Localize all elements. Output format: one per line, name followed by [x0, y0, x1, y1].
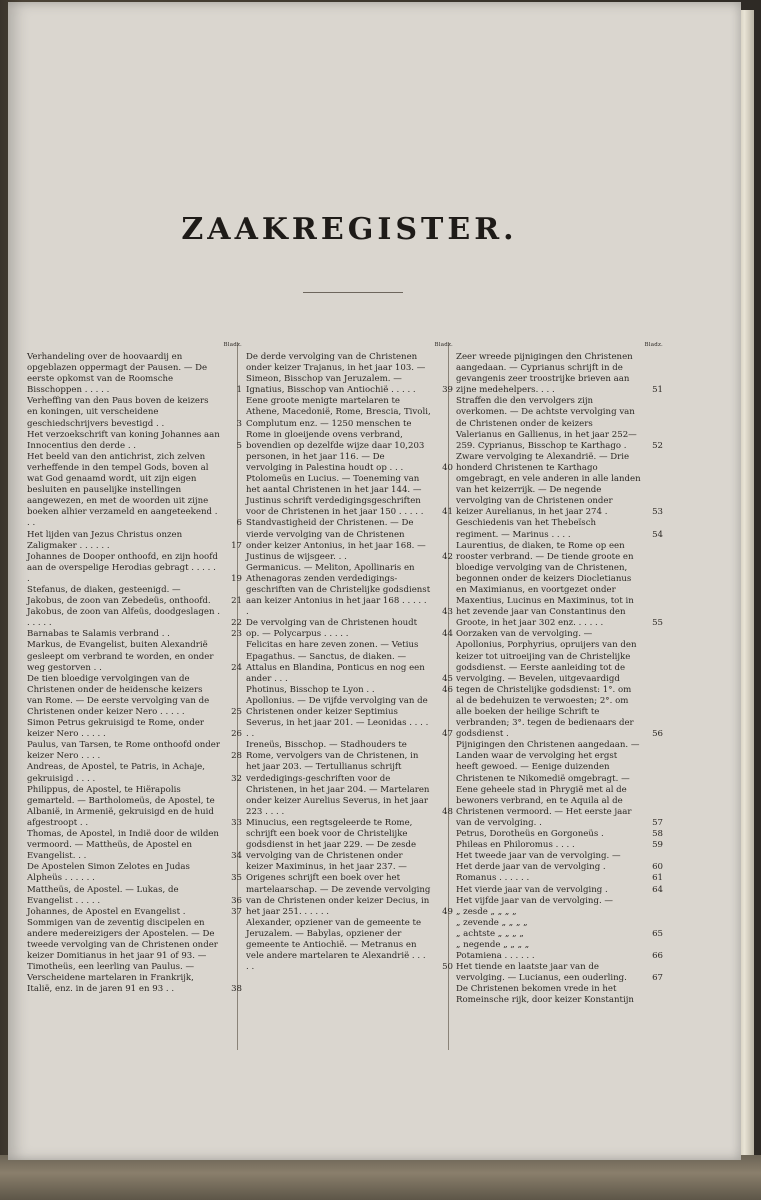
entry-text: Apollonius. — De vijfde vervolging van de Christenen onder keizer Septimius Severus, in het jaar 201. — Leonidas . . . . . . — [246, 695, 429, 740]
entry-page-number: 34 — [231, 851, 242, 862]
index-entry — [27, 918, 242, 996]
index-entry — [456, 940, 663, 951]
entry-text: Barnabas te Salamis verbrand . . — [27, 629, 170, 640]
entry-page-number: 22 — [231, 618, 242, 629]
entry-text: Potamiena . . . . . . — [456, 951, 535, 962]
index-entry — [456, 862, 663, 873]
entry-text: Zware vervolging te Alexandrië. — Drie honderd Christenen te Karthago omgebragt, en vele anderen in alle landen van het keizerrijk. — De negende vervolging van de Christenen onder keizer Aurelianus, in het jaar 274 . — [456, 451, 641, 518]
index-entry — [246, 396, 453, 474]
entry-text: „ zevende „ „ „ „ — [456, 917, 528, 928]
entry-text: Standvastigheid der Christenen. — De vierde vervolging van de Christenen onder keizer Antonius, in het jaar 168. — Justinus de wijsgeer. . . — [246, 518, 426, 562]
entry-page-number: 26 — [231, 729, 242, 740]
entry-text: Het lijden van Jezus Christus onzen Zaligmaker . . . . . . — [27, 529, 183, 551]
index-entry — [27, 585, 242, 607]
entry-text: Photinus, Bisschop te Lyon . . — [246, 684, 375, 695]
index-entry — [246, 685, 453, 696]
entry-page-number: 23 — [231, 629, 242, 640]
entry-text: „ negende „ „ „ „ — [456, 939, 530, 950]
entry-page-number: 3 — [236, 418, 242, 429]
entry-text: Mattheüs, de Apostel. — Lukas, de Evangelist . . . . . — [27, 884, 179, 906]
index-entry — [27, 674, 242, 718]
index-entry — [246, 740, 453, 818]
entry-page-number: 57 — [652, 817, 663, 828]
index-column-3 — [456, 342, 663, 1007]
entry-page-number: 1 — [236, 385, 242, 396]
index-column-1 — [27, 342, 242, 995]
entry-page-number: 46 — [442, 684, 453, 695]
entry-page-number: 49 — [442, 906, 453, 917]
entry-text: „ achtste „ „ „ „ — [456, 928, 524, 939]
index-entry — [27, 396, 242, 429]
entry-page-number: 38 — [231, 984, 242, 995]
index-entry — [27, 629, 242, 640]
entry-page-number: 66 — [652, 951, 663, 962]
book-page — [8, 2, 741, 1160]
entry-text: Markus, de Evangelist, buiten Alexandrië gesleept om verbrand te worden, en onder weg gestorven . . — [27, 640, 214, 673]
entry-page-number: 56 — [652, 729, 663, 740]
entry-text: Het tweede jaar van de vervolging. — — [456, 851, 621, 862]
index-entry — [246, 474, 453, 518]
entry-page-number: 50 — [442, 962, 453, 973]
index-entry — [456, 396, 663, 451]
entry-text: Minucius, een regtsgeleerde te Rome, schrijft een boek voor de Christelijke godsdienst in het jaar 229. — De zesde vervolging van de Christenen onder keizer Maximinus, in het jaar 237. — Origenes schrijft een boek over het martelaarschap. — De zevende vervolging van de Christenen onder keizer Decius, in het jaar 251. . . . . . — [246, 817, 431, 917]
book-bottom-edge — [0, 1155, 761, 1200]
index-entry — [456, 740, 663, 829]
index-entry — [27, 785, 242, 829]
index-entry — [27, 352, 242, 396]
index-entry — [246, 518, 453, 562]
entry-page-number: 65 — [652, 928, 663, 939]
entry-text: Alexander, opziener van de gemeente te Jeruzalem. — Babylas, opziener der gemeente te Antiochië. — Metranus en vele andere martelaren te Alexandrië . . . . . — [246, 917, 426, 973]
entry-text: Pijnigingen den Christenen aangedaan. — Landen waar de vervolging het ergst heeft gewoed. — Eenige duizenden Christenen te Nikomedië omgebragt. — Eene geheele stad in Phrygië met al de bewoners verbrand, en te Aquila al de Christenen vermoord. — Het eerste jaar van de vervolging. . — [456, 740, 640, 828]
entry-text: Het vijfde jaar van de vervolging. — — [456, 895, 614, 906]
entry-text: Jakobus, de zoon van Alfeüs, doodgeslagen . . . . . . — [27, 607, 220, 629]
entry-text: Andreas, de Apostel, te Patris, in Achaje, gekruisigd . . . . — [27, 762, 205, 784]
entry-text: Het tiende en laatste jaar van de vervolging. — Lucianus, een ouderling. — [456, 962, 627, 984]
index-entry — [27, 718, 242, 740]
index-entry — [27, 907, 242, 918]
index-entry — [27, 829, 242, 862]
entry-page-number: 52 — [652, 440, 663, 451]
entry-page-number: 48 — [442, 806, 453, 817]
entry-page-number: 32 — [231, 773, 242, 784]
entry-text: Philippus, de Apostel, te Hiërapolis gemarteld. — Bartholomeüs, de Apostel, te Albanië, in Armenië, gekruisigd en de huid afgestroopt . . — [27, 784, 215, 828]
entry-text: Het beeld van den antichrist, zich zelven verheffende in den tempel Gods, boven al wat God genaamd wordt, uit zijn eigen besluiten en pauselijke instellingen aangewezen, en met de woorden uit zijne boeken alhier verzameld en aangeteekend . . . — [27, 451, 218, 529]
entry-text: Eene groote menigte martelaren te Athene, Macedonië, Rome, Brescia, Tivoli, Complutum enz. — 1250 menschen te Rome in gloeijende ovens verbrand, bovendien op dezelfde wijze daar 10,203 personen, in het jaar 116. — De vervolging in Palestina houdt op . . . — [246, 396, 431, 473]
index-entry — [27, 530, 242, 552]
entry-text: De derde vervolging van de Christenen onder keizer Trajanus, in het jaar 103. — Simeon, Bisschop van Jeruzalem. — Ignatius, Bisschop van Antiochië . . . . . — [246, 352, 426, 396]
entry-text: „ zesde „ „ „ „ — [456, 906, 517, 917]
entry-text: Straffen die den vervolgers zijn overkomen. — De achtste vervolging van de Christenen onder de keizers Valerianus en Gallienus, in het jaar 252—259. Cyprianus, Bisschop te Karthago . — [456, 396, 637, 451]
entry-text: Simon Petrus gekruisigd te Rome, onder keizer Nero . . . . . — [27, 718, 205, 740]
entry-page-number: 5 — [236, 440, 242, 451]
entry-page-number: 24 — [231, 662, 242, 673]
index-entry — [456, 829, 663, 840]
entry-text: De Apostelen Simon Zelotes en Judas Alpheüs . . . . . . — [27, 862, 190, 884]
entry-page-number: 25 — [231, 707, 242, 717]
entry-text: De vervolging van de Christenen houdt op. — Polycarpus . . . . . — [246, 618, 418, 640]
entry-page-number: 58 — [652, 829, 663, 840]
index-entry — [27, 762, 242, 784]
index-entry — [456, 352, 663, 396]
index-entry — [246, 918, 453, 973]
entry-page-number: 28 — [231, 751, 242, 762]
index-entry — [27, 862, 242, 884]
entry-page-number: 55 — [652, 618, 663, 629]
entry-page-number: 59 — [652, 840, 663, 851]
entry-page-number: 43 — [442, 607, 453, 618]
entry-text: Paulus, van Tarsen, te Rome onthoofd onder keizer Nero . . . . — [27, 740, 220, 762]
entry-page-number: 39 — [442, 385, 453, 396]
entry-text: Zeer wreede pijnigingen den Christenen aangedaan. — Cyprianus schrijft in de gevangenis zeer troostrijke brieven aan zijne medehelpers. . . . — [456, 352, 633, 396]
page-title: ZAAKREGISTER. — [181, 212, 518, 247]
entry-text: De tien bloedige vervolgingen van de Christenen onder de heidensche keizers van Rome. — De eerste vervolging van de Christenen onder keizer Nero . . . . . — [27, 673, 210, 717]
entry-page-number: 54 — [652, 529, 663, 540]
index-entry — [27, 430, 242, 452]
index-column-2 — [246, 342, 453, 973]
index-entry — [27, 452, 242, 530]
entry-text: Sommigen van de zeventig discipelen en andere medereizigers der Apostelen. — De tweede vervolging van de Christenen onder keizer Domitianus in het jaar 91 of 93. — Timotheüs, een leerling van Paulus. — Verscheidene martelaren in Frankrijk, Italië, enz. in de jaren 91 en 93 . . — [27, 917, 218, 995]
entry-page-number: 45 — [442, 673, 453, 684]
entry-page-number: 67 — [652, 973, 663, 984]
index-entry — [246, 640, 453, 684]
index-entry — [456, 907, 663, 918]
entry-page-number: 33 — [231, 817, 242, 828]
index-entry — [246, 563, 453, 618]
entry-page-number: 53 — [652, 507, 663, 518]
entry-text: De Christenen bekomen vrede in het Romeinsche rijk, door keizer Konstantijn — [456, 984, 634, 1006]
column-header: Bladz. — [223, 342, 242, 348]
entry-page-number: 60 — [652, 862, 663, 873]
entry-page-number: 37 — [231, 906, 242, 917]
index-entry — [456, 962, 663, 984]
entry-page-number: 17 — [231, 540, 242, 551]
index-entry — [456, 984, 663, 1006]
index-entry — [27, 607, 242, 629]
column-header: Bladz. — [644, 342, 663, 348]
index-entry — [27, 640, 242, 673]
index-entry — [456, 929, 663, 940]
index-entry — [246, 352, 453, 396]
entry-page-number: 64 — [652, 884, 663, 895]
entry-text: Johannes, de Apostel en Evangelist . — [27, 906, 186, 917]
index-entry — [456, 896, 663, 907]
index-entry — [456, 629, 663, 740]
entry-text: Thomas, de Apostel, in Indië door de wilden vermoord. — Mattheüs, de Apostel en Evangelist. . . — [27, 829, 219, 862]
title-divider — [303, 292, 403, 293]
entry-text: Phileas en Philoromus . . . . — [456, 840, 575, 851]
index-entry — [246, 818, 453, 918]
entry-text: Johannes de Dooper onthoofd, en zijn hoofd aan de overspelige Herodias gebragt . . . . . . — [27, 551, 218, 584]
entry-page-number: 51 — [652, 385, 663, 396]
index-entry — [456, 518, 663, 540]
entry-page-number: 61 — [652, 873, 663, 884]
entry-text: Het verzoekschrift van koning Johannes aan Innocentius den derde . . — [27, 429, 220, 451]
entry-text: Oorzaken van de vervolging. — Apollonius, Porphyrius, opruijers van den keizer tot uitroeijing van de Christelijke godsdienst. — Eerste aanleiding tot de vervolging. — Bevelen, uitgevaardigd tegen de Christelijke godsdienst: 1°. om al de bedehuizen te verwoesten; 2°. om alle boeken der heilige Schrift te verbranden; 3°. tegen de bedienaars der godsdienst . — [456, 629, 637, 740]
index-entry — [456, 840, 663, 851]
index-entry — [246, 618, 453, 640]
entry-text: Geschiedenis van het Thebeïsch regiment. — Marinus . . . . — [456, 518, 597, 540]
entry-text: Petrus, Dorotheüs en Gorgoneüs . — [456, 829, 604, 840]
entry-page-number: 19 — [231, 573, 242, 584]
entry-page-number: 40 — [442, 462, 453, 473]
entry-page-number: 47 — [442, 729, 453, 740]
entry-page-number: 36 — [231, 895, 242, 906]
entry-text: Germanicus. — Meliton, Apollinaris en Athenagoras zenden verdedigings-geschriften van de Christelijke godsdienst aan keizer Antonius in het jaar 168 . . . . . . — [246, 562, 431, 618]
index-entry — [27, 740, 242, 762]
index-entry — [456, 885, 663, 896]
entry-page-number: 21 — [231, 596, 242, 607]
entry-text: Stefanus, de diaken, gesteenigd. — Jakobus, de zoon van Zebedeüs, onthoofd. — [27, 584, 211, 607]
entry-page-number: 35 — [231, 873, 242, 884]
index-entry — [456, 951, 663, 962]
entry-text: Ptolomeüs en Lucius. — Toeneming van het aantal Christenen in het jaar 144. — Justinus schrift verdedigingsgeschriften voor de Christenen in het jaar 150 . . . . . — [246, 474, 424, 518]
entry-text: Romanus . . . . . . — [456, 873, 530, 884]
index-entry — [456, 873, 663, 884]
entry-text: Ireneüs, Bisschop. — Stadhouders te Rome, vervolgers van de Christenen, in het jaar 203. — Tertullianus schrijft verdedigings-geschriften voor de Christenen, in het jaar 204. — Martelaren onder keizer Aurelius Severus, in het jaar 223 . . . . — [246, 740, 430, 817]
entry-page-number: 42 — [442, 551, 453, 562]
entry-text: Verheffing van den Paus boven de keizers en koningen, uit verscheidene geschiedschrijvers bevestigd . . — [27, 396, 209, 429]
entry-page-number: 6 — [236, 518, 242, 529]
index-entry — [27, 885, 242, 907]
entry-text: Verhandeling over de hoovaardij en opgeblazen oppermagt der Pausen. — De eerste opkomst van de Roomsche Bisschoppen . . . . . — [27, 352, 208, 396]
entry-page-number: 41 — [442, 507, 453, 518]
index-entry — [27, 552, 242, 585]
index-entry — [456, 452, 663, 519]
entry-page-number: 44 — [442, 629, 453, 640]
index-entry — [456, 541, 663, 630]
entry-text: Het vierde jaar van de vervolging . — [456, 884, 608, 895]
index-entry — [456, 851, 663, 862]
column-header: Bladz. — [434, 342, 453, 348]
index-entry — [456, 918, 663, 929]
entry-text: Felicitas en hare zeven zonen. — Vetius Epagathus. — Sanctus, de diaken. — Attalus en Blandina, Ponticus en nog een ander . . . — [246, 640, 425, 684]
index-entry — [246, 696, 453, 740]
entry-text: Het derde jaar van de vervolging . — [456, 862, 606, 873]
entry-text: Laurentius, de diaken, te Rome op een rooster verbrand. — De tiende groote en bloedige vervolging van de Christenen, begonnen onder de keizers Diocletianus en Maximianus, en voortgezet onder Maxentius, Lucinus en Maximinus, tot in het zevende jaar van Constantinus den Groote, in het jaar 302 enz. . . . . . — [456, 540, 634, 629]
